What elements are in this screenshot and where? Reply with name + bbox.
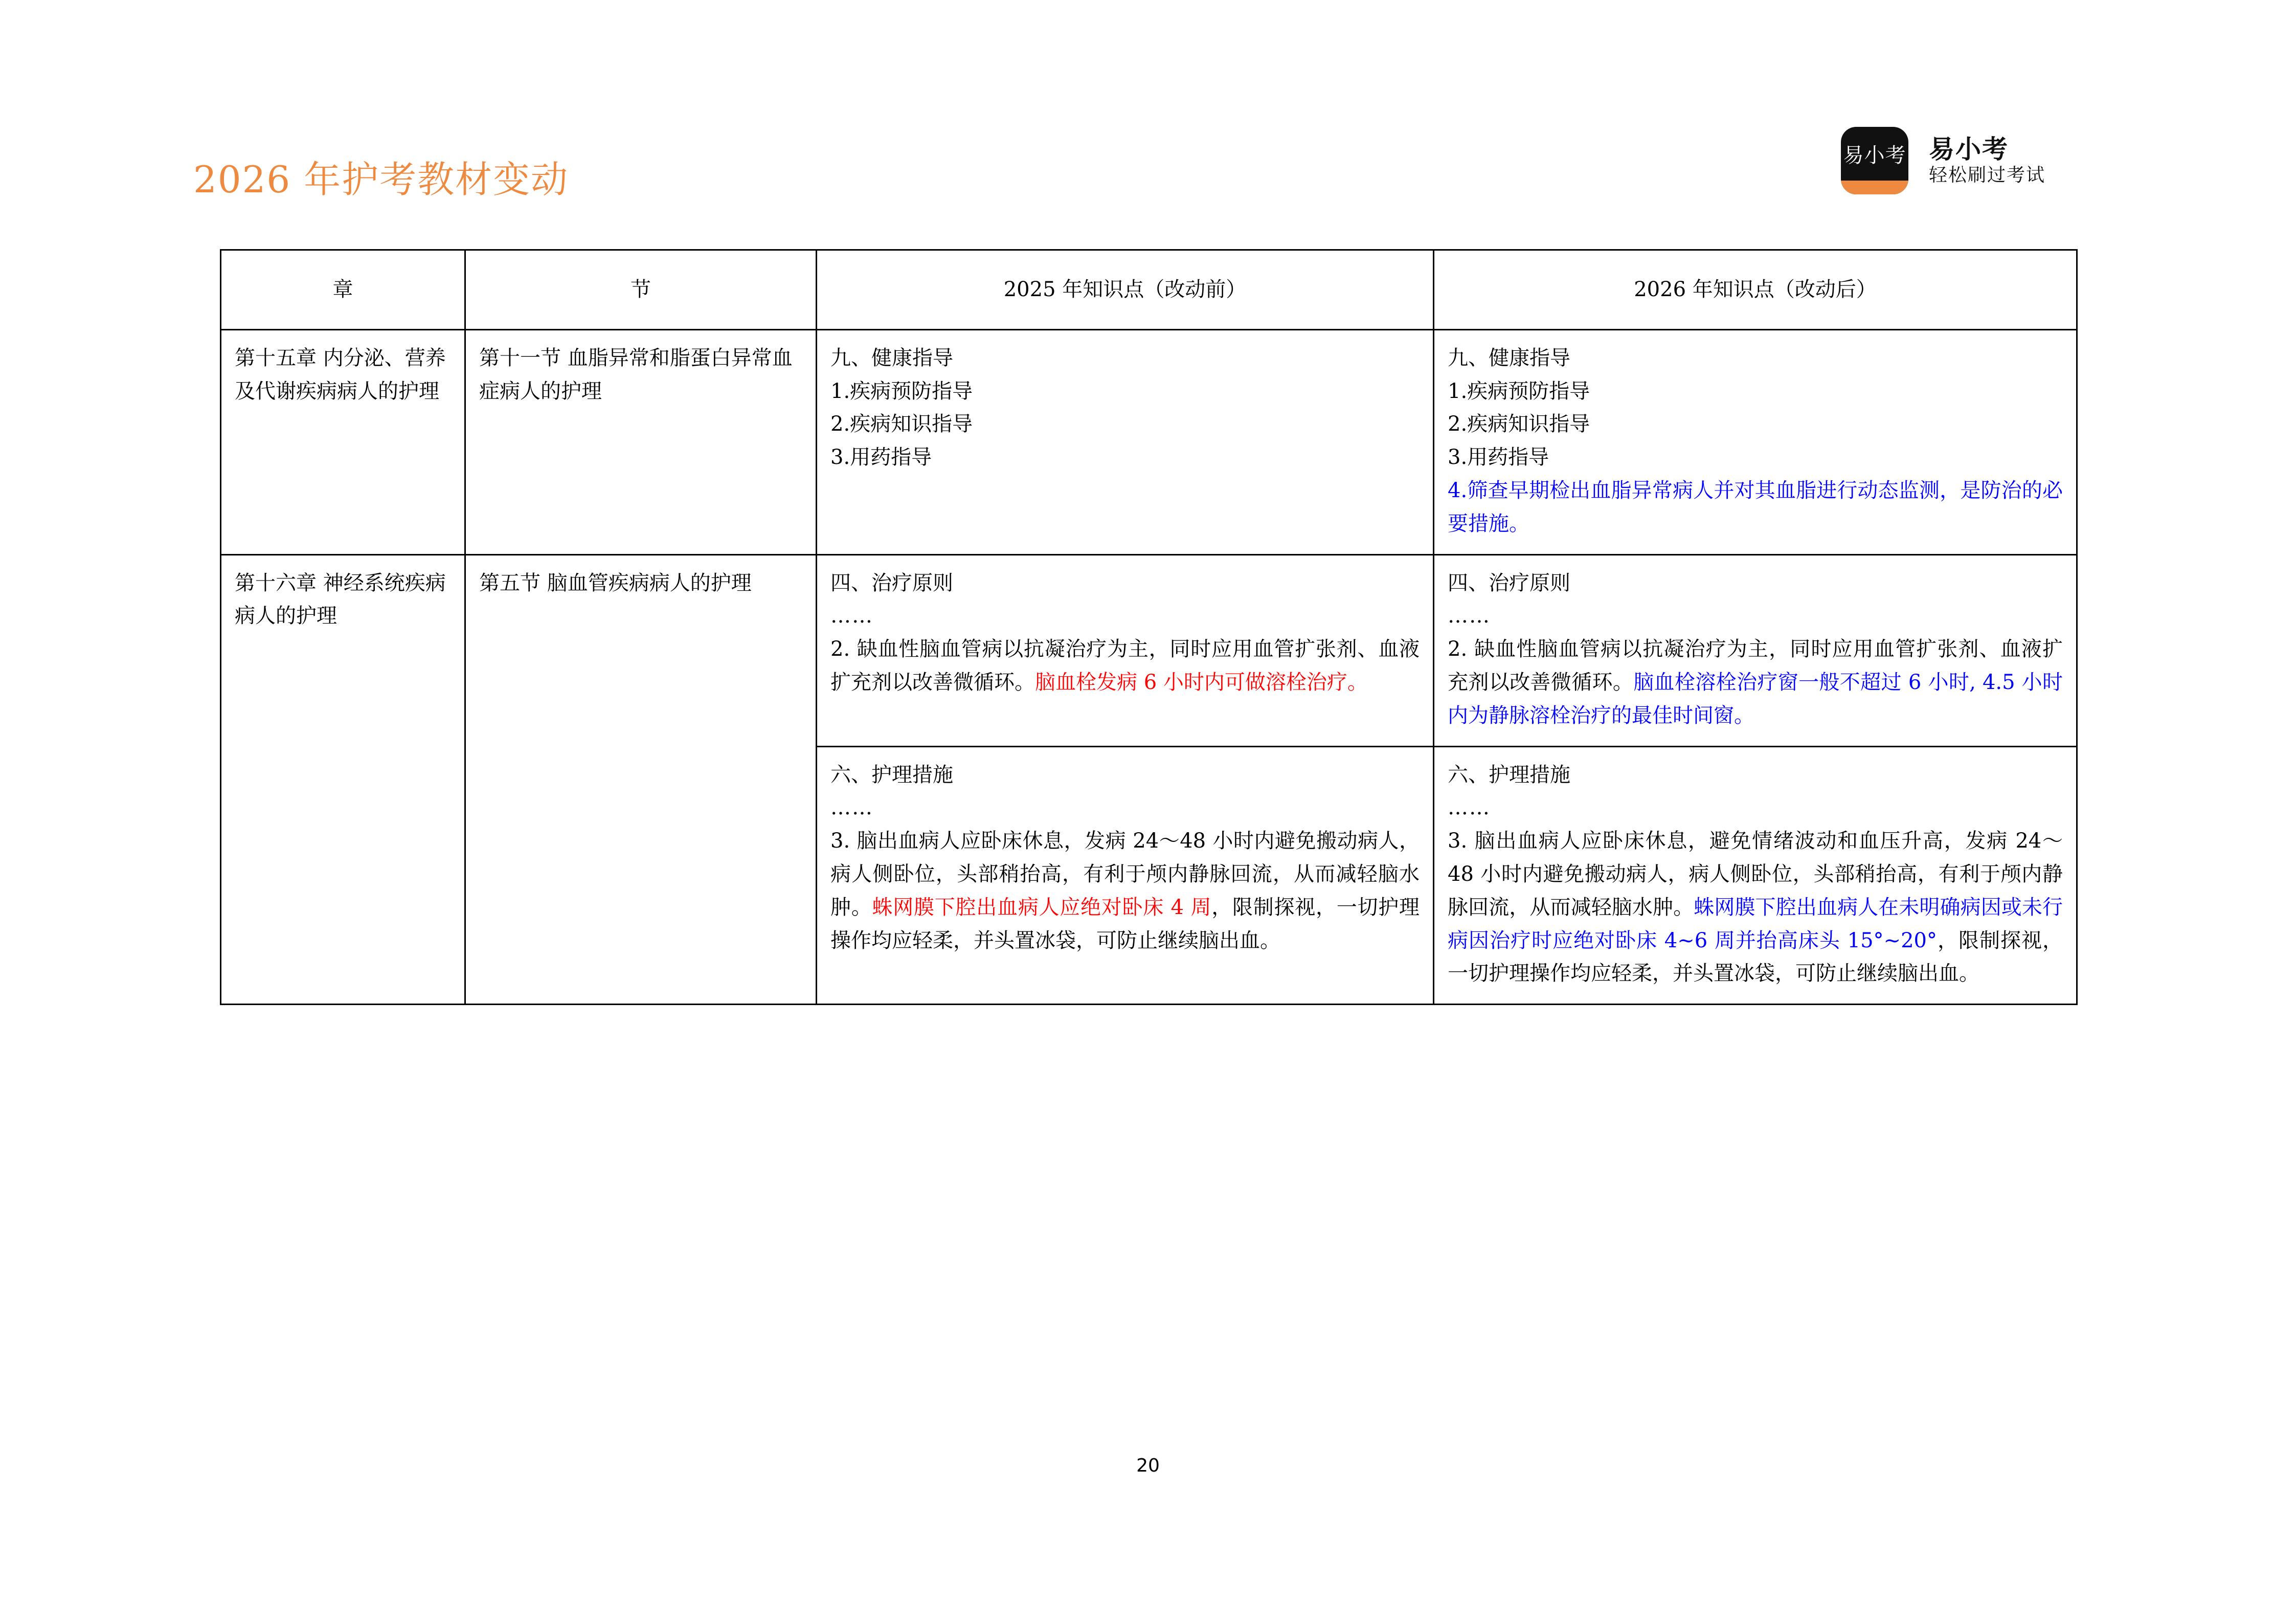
old-heading: 九、健康指导: [830, 346, 953, 370]
new-item: 3.用药指导: [1448, 446, 1549, 470]
table-header-row: [221, 250, 2077, 330]
old-item: 2.疾病知识指导: [830, 412, 973, 436]
new-heading: 九、健康指导: [1448, 346, 1570, 370]
new-item: 2.疾病知识指导: [1448, 412, 1590, 436]
column-header-section: 节: [465, 250, 817, 330]
chapter-cell: 第十五章 内分泌、营养及代谢疾病病人的护理: [221, 329, 465, 554]
new-body: [1448, 633, 2063, 732]
column-header-old: 2025 年知识点（改动前）: [817, 250, 1434, 330]
old-ellipsis: ……: [830, 604, 873, 628]
brand-logo: [1841, 127, 2045, 194]
old-body-black: 2. 缺血性脑血管病以抗凝治疗为主，同时应用血管扩张剂、血液扩充剂以改善微循环。: [830, 637, 1420, 694]
section-cell: 第十一节 血脂异常和脂蛋白异常血症病人的护理: [465, 329, 817, 554]
new-heading: 六、护理措施: [1448, 763, 1570, 787]
chapter-cell: 第十六章 神经系统疾病病人的护理: [221, 554, 465, 1005]
page-number: 20: [1136, 1455, 1160, 1476]
column-header-chapter: 章: [221, 250, 465, 330]
logo-mark-text: 易小考: [1843, 144, 1906, 167]
brand-slogan: 轻松刷过考试: [1929, 165, 2046, 186]
new-body-black: 2. 缺血性脑血管病以抗凝治疗为主，同时应用血管扩张剂、血液扩充剂以改善微循环。: [1448, 637, 2063, 694]
old-heading: 六、护理措施: [830, 763, 953, 787]
old-heading: 四、治疗原则: [830, 571, 953, 595]
textbook-change-table: [220, 249, 2078, 1005]
old-item: 3.用药指导: [830, 446, 932, 470]
old-content-cell: [817, 329, 1434, 554]
new-body: [1448, 825, 2063, 990]
app-logo-icon: [1841, 127, 1908, 194]
old-ellipsis: ……: [830, 796, 873, 820]
brand-name: 易小考: [1929, 134, 2009, 164]
section-cell: 第五节 脑血管疾病病人的护理: [465, 554, 817, 1005]
new-body-highlight: 脑血栓溶栓治疗窗一般不超过 6 小时, 4.5 小时内为静脉溶栓治疗的最佳时间窗。: [1448, 670, 2063, 727]
old-content-cell: [817, 554, 1434, 746]
page-title: 2026 年护考教材变动: [193, 158, 569, 201]
table-row: [221, 554, 2077, 746]
new-heading: 四、治疗原则: [1448, 571, 1570, 595]
new-content-cell: [1434, 746, 2077, 1005]
old-body-highlight: 蛛网膜下腔出血病人应绝对卧床 4 周: [872, 895, 1212, 919]
new-body-black: 3. 脑出血病人应卧床休息，避免情绪波动和血压升高，发病 24～48 小时内避免搬动病人，病人侧卧位，头部稍抬高，有利于颅内静脉回流，从而减轻脑水肿。: [1448, 829, 2063, 919]
old-content-cell: [817, 746, 1434, 1005]
new-body-highlight: 蛛网膜下腔出血病人在未明确病因或未行病因治疗时应绝对卧床 4~6 周并抬高床头 15°~20°: [1448, 895, 2063, 952]
new-added-item: 4.筛查早期检出血脂异常病人并对其血脂进行动态监测，是防治的必要措施。: [1448, 478, 2063, 536]
old-body-black-tail: ，限制探视，一切护理操作均应轻柔，并头置冰袋，可防止继续脑出血。: [830, 895, 1420, 952]
table-row: [221, 329, 2077, 554]
new-content-cell: [1434, 554, 2077, 746]
brand-wordmark: [1929, 136, 2045, 185]
column-header-new: 2026 年知识点（改动后）: [1434, 250, 2077, 330]
new-body-black-tail: ，限制探视，一切护理操作均应轻柔，并头置冰袋，可防止继续脑出血。: [1448, 928, 2063, 986]
new-ellipsis: ……: [1448, 604, 1491, 628]
old-body-black: 3. 脑出血病人应卧床休息，发病 24～48 小时内避免搬动病人，病人侧卧位，头部稍抬高，有利于颅内静脉回流，从而减轻脑水肿。: [830, 829, 1420, 919]
logo-accent-stripe: [1841, 181, 1908, 194]
old-body: [830, 633, 1420, 699]
old-body: [830, 825, 1420, 957]
new-ellipsis: ……: [1448, 796, 1491, 820]
old-body-highlight: 脑血栓发病 6 小时内可做溶栓治疗。: [1035, 670, 1368, 694]
new-item: 1.疾病预防指导: [1448, 379, 1590, 403]
old-item: 1.疾病预防指导: [830, 379, 973, 403]
new-content-cell: [1434, 329, 2077, 554]
